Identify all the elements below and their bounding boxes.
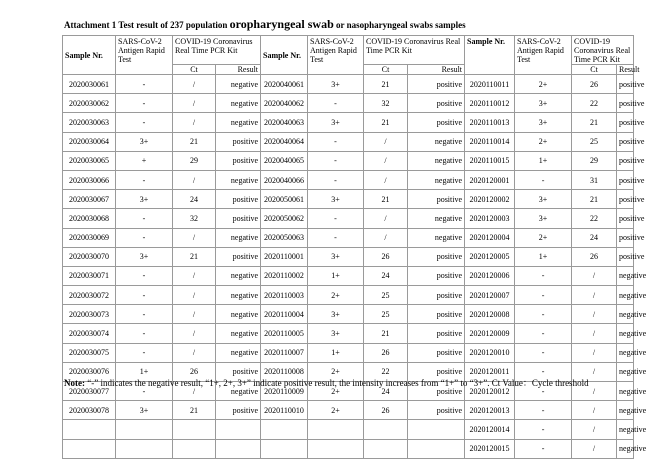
- antigen-cell: -: [116, 113, 173, 132]
- result-cell: positive: [216, 401, 261, 420]
- table-row: [63, 132, 634, 151]
- antigen-cell: -: [116, 266, 173, 285]
- antigen-cell: 3+: [515, 113, 572, 132]
- result-cell: positive: [216, 362, 261, 381]
- table-row: [63, 170, 634, 189]
- result-cell: positive: [408, 190, 465, 209]
- sample-nr-cell: 2020120011: [465, 362, 515, 381]
- result-cell: positive: [617, 247, 634, 266]
- antigen-cell: -: [116, 305, 173, 324]
- footnote-label: Note:: [64, 378, 85, 388]
- ct-cell: 21: [364, 113, 408, 132]
- sample-nr-cell: 2020110005: [261, 324, 308, 343]
- antigen-cell: 2+: [308, 401, 364, 420]
- antigen-cell: -: [515, 343, 572, 362]
- sample-nr-cell: 2020050062: [261, 209, 308, 228]
- antigen-cell: -: [116, 324, 173, 343]
- table-row: [63, 401, 634, 420]
- result-cell: negative: [216, 286, 261, 305]
- result-cell: negative: [617, 401, 634, 420]
- ct-cell: /: [572, 324, 617, 343]
- ct-cell: 29: [572, 151, 617, 170]
- ct-cell: /: [173, 382, 216, 401]
- header-pcr-kit: COVID-19 Coronavirus Real Time PCR Kit: [364, 36, 465, 65]
- sample-nr-cell: 2020110012: [465, 94, 515, 113]
- table-row: [63, 94, 634, 113]
- ct-cell: 21: [173, 401, 216, 420]
- sample-nr-cell: 2020030077: [63, 382, 116, 401]
- table-row: [63, 343, 634, 362]
- table-row: [63, 439, 634, 458]
- sample-nr-cell: 2020110013: [465, 113, 515, 132]
- result-cell: positive: [617, 151, 634, 170]
- sample-nr-cell: 2020030075: [63, 343, 116, 362]
- ct-cell: /: [364, 132, 408, 151]
- ct-cell: 21: [572, 113, 617, 132]
- antigen-cell: 3+: [308, 75, 364, 94]
- antigen-cell: -: [515, 324, 572, 343]
- antigen-cell: 3+: [308, 324, 364, 343]
- sample-nr-cell: 2020110014: [465, 132, 515, 151]
- table-row: [63, 113, 634, 132]
- antigen-cell: 3+: [116, 132, 173, 151]
- antigen-cell: -: [515, 382, 572, 401]
- antigen-cell: 3+: [308, 113, 364, 132]
- ct-cell: [173, 420, 216, 439]
- ct-cell: /: [572, 401, 617, 420]
- title-prefix: Attachment 1 Test result of 237 population: [64, 20, 230, 30]
- sample-nr-cell: [63, 420, 116, 439]
- sample-nr-cell: 2020030067: [63, 190, 116, 209]
- ct-cell: 21: [173, 132, 216, 151]
- sample-nr-cell: [261, 439, 308, 458]
- header-sample-nr: Sample Nr.: [63, 36, 116, 75]
- antigen-cell: -: [116, 228, 173, 247]
- sample-nr-cell: 2020040062: [261, 94, 308, 113]
- ct-cell: /: [173, 324, 216, 343]
- results-table: [62, 35, 646, 459]
- antigen-cell: -: [116, 286, 173, 305]
- ct-cell: 26: [173, 362, 216, 381]
- sample-nr-cell: 2020120013: [465, 401, 515, 420]
- sample-nr-cell: 2020110001: [261, 247, 308, 266]
- ct-cell: 21: [572, 190, 617, 209]
- result-cell: negative: [216, 324, 261, 343]
- sample-nr-cell: 2020120001: [465, 170, 515, 189]
- antigen-cell: 2+: [308, 382, 364, 401]
- sample-nr-cell: 2020120010: [465, 343, 515, 362]
- ct-cell: /: [173, 343, 216, 362]
- ct-cell: /: [572, 343, 617, 362]
- result-cell: positive: [408, 305, 465, 324]
- footnote-text: “-” indicates the negative result, “1+, 2+, 3+” indicate positive result, the intensity increases from “1+” to “3+”. Ct Value：Cycle threshold: [85, 378, 589, 388]
- antigen-cell: 2+: [308, 362, 364, 381]
- antigen-cell: -: [515, 401, 572, 420]
- title-emphasis: oropharyngeal swab: [229, 17, 334, 31]
- result-cell: positive: [408, 75, 465, 94]
- result-cell: negative: [617, 266, 634, 285]
- ct-cell: 24: [364, 382, 408, 401]
- antigen-cell: 3+: [308, 247, 364, 266]
- ct-cell: /: [173, 170, 216, 189]
- antigen-cell: -: [116, 170, 173, 189]
- sample-nr-cell: 2020040064: [261, 132, 308, 151]
- sample-nr-cell: 2020110004: [261, 305, 308, 324]
- ct-cell: /: [572, 420, 617, 439]
- result-cell: positive: [216, 247, 261, 266]
- antigen-cell: 1+: [308, 343, 364, 362]
- result-cell: positive: [408, 324, 465, 343]
- sample-nr-cell: 2020110003: [261, 286, 308, 305]
- result-cell: negative: [216, 382, 261, 401]
- antigen-cell: 1+: [515, 247, 572, 266]
- ct-cell: 26: [364, 343, 408, 362]
- antigen-cell: 1+: [308, 266, 364, 285]
- antigen-cell: 2+: [515, 132, 572, 151]
- result-cell: positive: [617, 75, 634, 94]
- header-ct: Ct: [364, 65, 408, 75]
- antigen-cell: -: [308, 209, 364, 228]
- result-cell: positive: [408, 266, 465, 285]
- antigen-cell: -: [116, 343, 173, 362]
- sample-nr-cell: 2020050061: [261, 190, 308, 209]
- table-row: [63, 247, 634, 266]
- result-cell: negative: [617, 382, 634, 401]
- title-suffix: or nasopharyngeal swabs samples: [333, 20, 466, 30]
- ct-cell: /: [572, 382, 617, 401]
- antigen-cell: -: [515, 286, 572, 305]
- sample-nr-cell: 2020110011: [465, 75, 515, 94]
- result-cell: positive: [408, 113, 465, 132]
- header-antigen-test: SARS-CoV-2 Antigen Rapid Test: [116, 36, 173, 75]
- result-cell: positive: [617, 94, 634, 113]
- antigen-cell: -: [515, 420, 572, 439]
- header-ct: Ct: [572, 65, 617, 75]
- ct-cell: /: [173, 113, 216, 132]
- ct-cell: /: [364, 170, 408, 189]
- ct-cell: /: [173, 75, 216, 94]
- result-cell: positive: [216, 209, 261, 228]
- ct-cell: 22: [364, 362, 408, 381]
- antigen-cell: 3+: [116, 401, 173, 420]
- antigen-cell: 3+: [515, 94, 572, 113]
- result-cell: negative: [617, 362, 634, 381]
- result-cell: positive: [408, 343, 465, 362]
- table-row: [63, 209, 634, 228]
- antigen-cell: +: [116, 151, 173, 170]
- sample-nr-cell: 2020120012: [465, 382, 515, 401]
- antigen-cell: 3+: [116, 190, 173, 209]
- antigen-cell: 3+: [308, 190, 364, 209]
- ct-cell: /: [364, 228, 408, 247]
- ct-cell: 31: [572, 170, 617, 189]
- antigen-cell: -: [308, 170, 364, 189]
- antigen-cell: -: [308, 228, 364, 247]
- ct-cell: 26: [364, 401, 408, 420]
- result-cell: negative: [617, 420, 634, 439]
- sample-nr-cell: 2020110002: [261, 266, 308, 285]
- header-antigen-test: SARS-CoV-2 Antigen Rapid Test: [308, 36, 364, 75]
- result-cell: positive: [408, 94, 465, 113]
- ct-cell: [173, 439, 216, 458]
- ct-cell: 25: [364, 286, 408, 305]
- sample-nr-cell: 2020120009: [465, 324, 515, 343]
- antigen-cell: [116, 420, 173, 439]
- ct-cell: 25: [364, 305, 408, 324]
- sample-nr-cell: 2020030070: [63, 247, 116, 266]
- result-cell: positive: [408, 401, 465, 420]
- ct-cell: 21: [173, 247, 216, 266]
- sample-nr-cell: 2020030071: [63, 266, 116, 285]
- sample-nr-cell: 2020110015: [465, 151, 515, 170]
- ct-cell: 25: [572, 132, 617, 151]
- sample-nr-cell: [63, 439, 116, 458]
- ct-cell: /: [173, 266, 216, 285]
- sample-nr-cell: 2020030072: [63, 286, 116, 305]
- sample-nr-cell: 2020030076: [63, 362, 116, 381]
- result-cell: negative: [617, 343, 634, 362]
- antigen-cell: -: [515, 439, 572, 458]
- result-cell: negative: [408, 132, 465, 151]
- result-cell: positive: [617, 113, 634, 132]
- sample-nr-cell: 2020120015: [465, 439, 515, 458]
- antigen-cell: 3+: [515, 190, 572, 209]
- ct-cell: 24: [364, 266, 408, 285]
- ct-cell: 24: [572, 228, 617, 247]
- antigen-cell: -: [515, 266, 572, 285]
- ct-cell: /: [572, 305, 617, 324]
- sample-nr-cell: 2020050063: [261, 228, 308, 247]
- ct-cell: 26: [572, 247, 617, 266]
- table-row: [63, 420, 634, 439]
- result-cell: positive: [617, 228, 634, 247]
- antigen-cell: [308, 439, 364, 458]
- ct-cell: 26: [572, 75, 617, 94]
- sample-nr-cell: 2020030069: [63, 228, 116, 247]
- result-cell: negative: [617, 286, 634, 305]
- ct-cell: 24: [173, 190, 216, 209]
- footnote: [64, 376, 589, 389]
- sample-nr-cell: 2020120003: [465, 209, 515, 228]
- sample-nr-cell: 2020040063: [261, 113, 308, 132]
- sample-nr-cell: 2020030074: [63, 324, 116, 343]
- table-row: [63, 305, 634, 324]
- header-pcr-kit: COVID-19 Coronavirus Real Time PCR Kit: [572, 36, 634, 65]
- antigen-cell: -: [515, 170, 572, 189]
- sample-nr-cell: 2020030063: [63, 113, 116, 132]
- result-cell: negative: [216, 228, 261, 247]
- result-cell: positive: [216, 151, 261, 170]
- sample-nr-cell: 2020110009: [261, 382, 308, 401]
- document-title: [64, 17, 466, 32]
- ct-cell: /: [364, 209, 408, 228]
- ct-cell: /: [572, 286, 617, 305]
- ct-cell: 22: [572, 209, 617, 228]
- sample-nr-cell: 2020120005: [465, 247, 515, 266]
- sample-nr-cell: 2020030068: [63, 209, 116, 228]
- ct-cell: 21: [364, 190, 408, 209]
- sample-nr-cell: [261, 420, 308, 439]
- header-antigen-test: SARS-CoV-2 Antigen Rapid Test: [515, 36, 572, 75]
- result-cell: negative: [216, 343, 261, 362]
- antigen-cell: -: [116, 75, 173, 94]
- result-cell: negative: [216, 94, 261, 113]
- result-cell: [408, 439, 465, 458]
- sample-nr-cell: 2020030064: [63, 132, 116, 151]
- antigen-cell: 1+: [116, 362, 173, 381]
- sample-nr-cell: 2020120007: [465, 286, 515, 305]
- sample-nr-cell: 2020110008: [261, 362, 308, 381]
- antigen-cell: -: [515, 305, 572, 324]
- antigen-cell: [116, 439, 173, 458]
- header-result: Result: [408, 65, 465, 75]
- ct-cell: /: [173, 228, 216, 247]
- result-cell: negative: [617, 324, 634, 343]
- antigen-cell: 2+: [515, 75, 572, 94]
- antigen-cell: -: [515, 362, 572, 381]
- antigen-cell: 3+: [116, 247, 173, 266]
- table-row: [63, 151, 634, 170]
- header-sample-nr: Sample Nr.: [261, 36, 308, 75]
- header-sample-nr: Sample Nr.: [465, 36, 515, 75]
- antigen-cell: 3+: [308, 305, 364, 324]
- ct-cell: /: [572, 439, 617, 458]
- ct-cell: /: [173, 286, 216, 305]
- result-cell: positive: [617, 209, 634, 228]
- result-cell: negative: [216, 75, 261, 94]
- sample-nr-cell: 2020120002: [465, 190, 515, 209]
- ct-cell: /: [173, 305, 216, 324]
- table-row: [63, 228, 634, 247]
- antigen-cell: 1+: [515, 151, 572, 170]
- header-result: Result: [617, 65, 634, 75]
- sample-nr-cell: 2020120006: [465, 266, 515, 285]
- sample-nr-cell: 2020040065: [261, 151, 308, 170]
- antigen-cell: [308, 420, 364, 439]
- result-cell: positive: [617, 170, 634, 189]
- table-row: [63, 190, 634, 209]
- ct-cell: 26: [364, 247, 408, 266]
- result-cell: negative: [216, 305, 261, 324]
- ct-cell: /: [572, 362, 617, 381]
- result-cell: [216, 420, 261, 439]
- sample-nr-cell: 2020030065: [63, 151, 116, 170]
- sample-nr-cell: 2020030062: [63, 94, 116, 113]
- antigen-cell: 3+: [515, 209, 572, 228]
- result-cell: negative: [216, 266, 261, 285]
- header-pcr-kit: COVID-19 Coronavirus Real Time PCR Kit: [173, 36, 261, 65]
- result-cell: negative: [216, 170, 261, 189]
- antigen-cell: -: [116, 382, 173, 401]
- antigen-cell: -: [308, 151, 364, 170]
- result-cell: negative: [617, 305, 634, 324]
- ct-cell: 21: [364, 75, 408, 94]
- result-cell: positive: [408, 382, 465, 401]
- result-cell: negative: [408, 209, 465, 228]
- sample-nr-cell: 2020040066: [261, 170, 308, 189]
- table-row: [63, 266, 634, 285]
- sample-nr-cell: 2020120004: [465, 228, 515, 247]
- result-cell: positive: [408, 362, 465, 381]
- antigen-cell: -: [308, 94, 364, 113]
- result-cell: positive: [617, 132, 634, 151]
- ct-cell: 32: [173, 209, 216, 228]
- sample-nr-cell: 2020030073: [63, 305, 116, 324]
- table-row: [63, 324, 634, 343]
- result-cell: [408, 420, 465, 439]
- result-cell: [216, 439, 261, 458]
- ct-cell: /: [572, 266, 617, 285]
- result-cell: negative: [617, 439, 634, 458]
- sample-nr-cell: 2020120014: [465, 420, 515, 439]
- ct-cell: 21: [364, 324, 408, 343]
- table-row: [63, 75, 634, 94]
- antigen-cell: -: [308, 132, 364, 151]
- sample-nr-cell: 2020030061: [63, 75, 116, 94]
- result-cell: positive: [408, 247, 465, 266]
- result-cell: negative: [408, 170, 465, 189]
- sample-nr-cell: 2020030066: [63, 170, 116, 189]
- result-cell: positive: [408, 286, 465, 305]
- ct-cell: 29: [173, 151, 216, 170]
- header-ct: Ct: [173, 65, 216, 75]
- ct-cell: 22: [572, 94, 617, 113]
- result-cell: negative: [408, 228, 465, 247]
- ct-cell: /: [364, 151, 408, 170]
- ct-cell: 32: [364, 94, 408, 113]
- result-cell: positive: [216, 190, 261, 209]
- ct-cell: [364, 439, 408, 458]
- ct-cell: [364, 420, 408, 439]
- sample-nr-cell: 2020110010: [261, 401, 308, 420]
- result-cell: negative: [216, 113, 261, 132]
- antigen-cell: 2+: [515, 228, 572, 247]
- sample-nr-cell: 2020030078: [63, 401, 116, 420]
- result-cell: positive: [617, 190, 634, 209]
- antigen-cell: 2+: [308, 286, 364, 305]
- table-row: [63, 286, 634, 305]
- sample-nr-cell: 2020110007: [261, 343, 308, 362]
- ct-cell: /: [173, 94, 216, 113]
- antigen-cell: -: [116, 94, 173, 113]
- header-result: Result: [216, 65, 261, 75]
- sample-nr-cell: 2020120008: [465, 305, 515, 324]
- result-cell: positive: [216, 132, 261, 151]
- result-cell: negative: [408, 151, 465, 170]
- sample-nr-cell: 2020040061: [261, 75, 308, 94]
- antigen-cell: -: [116, 209, 173, 228]
